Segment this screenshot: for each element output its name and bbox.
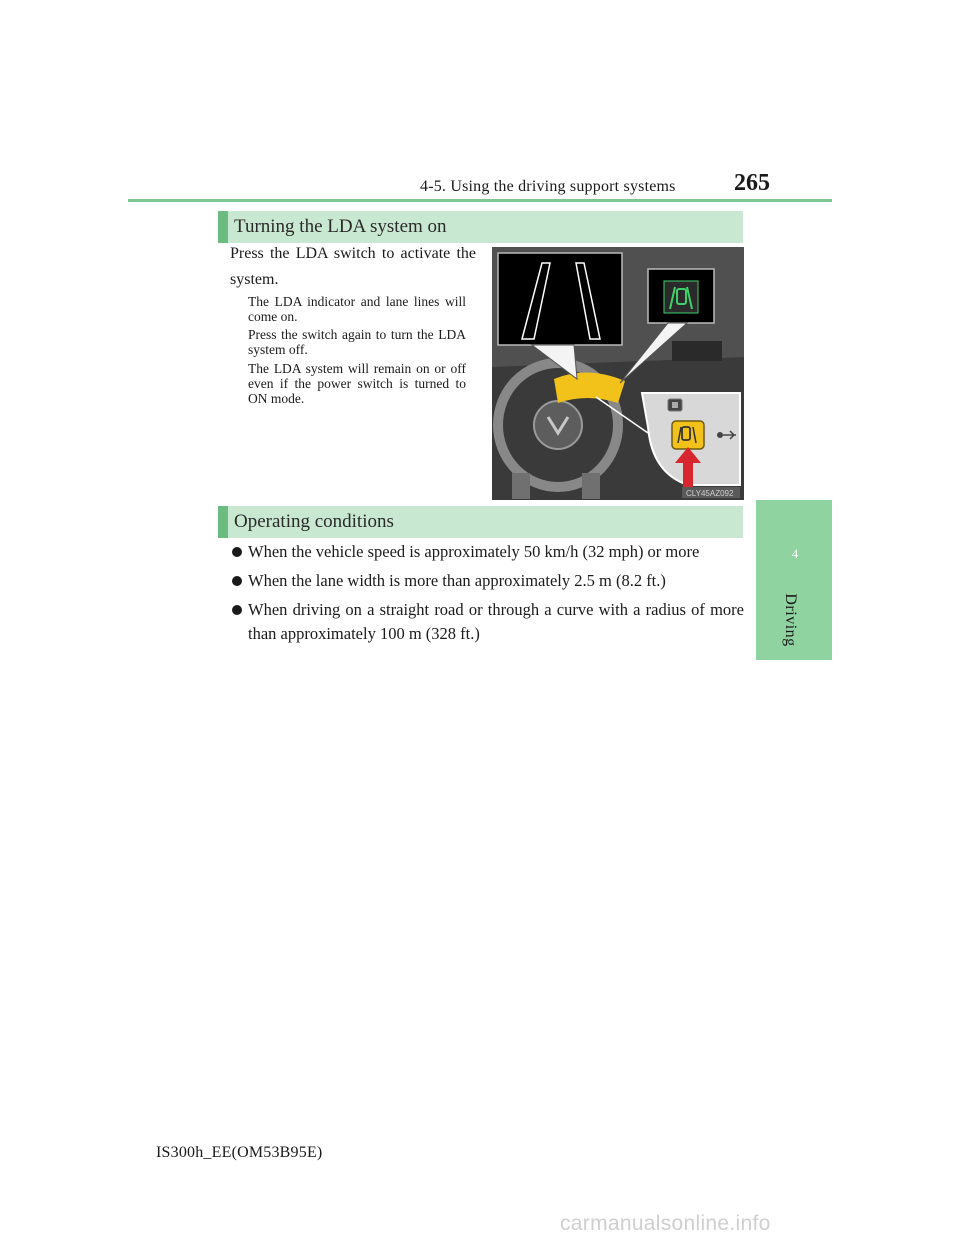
note-turn-off: Press the switch again to turn the LDA system off. [248,327,466,357]
lda-switch [672,421,704,449]
manual-code: IS300h_EE(OM53B95E) [156,1144,323,1161]
list-item-text: When driving on a straight road or through a curve with a radius of more than approximately 100 m (328 ft.) [248,600,744,643]
cockpit-illustration [492,247,744,500]
watermark-text: carmanualsonline.info [560,1212,771,1235]
note-indicator-on: The LDA indicator and lane lines will come on. [248,294,466,324]
lane-lines-display [498,253,622,345]
lda-switch-illustration [492,247,744,500]
list-item [232,569,744,593]
display-screen [672,341,722,361]
header-section-title: 4-5. Using the driving support systems [420,178,676,195]
chapter-tab-label [778,590,802,650]
bullet-icon [232,576,242,586]
list-item [232,598,744,646]
chapter-tab-number: 4 [791,546,799,561]
list-item-text: When the lane width is more than approximately 2.5 m (8.2 ft.) [248,571,666,590]
list-item-text: When the vehicle speed is approximately 50 km/h (32 mph) or more [248,542,700,561]
bullet-icon [232,547,242,557]
intro-paragraph: Press the LDA switch to activate the system. [230,245,476,288]
bullet-icon [232,605,242,615]
chapter-tab-label-text: Driving [782,593,799,647]
list-item [232,540,744,564]
section-heading-operating-conditions: Operating conditions [218,506,743,538]
header-divider [128,199,832,202]
page-number: 265 [734,170,770,196]
note-power-switch: The LDA system will remain on or off even if the power switch is turned to ON mode. [248,361,466,406]
lda-indicator-icon [664,281,698,313]
operating-conditions-list [232,540,744,651]
figure-code-label: CLY45AZ092 [686,489,734,498]
section-heading-lda-on: Turning the LDA system on [218,211,743,243]
